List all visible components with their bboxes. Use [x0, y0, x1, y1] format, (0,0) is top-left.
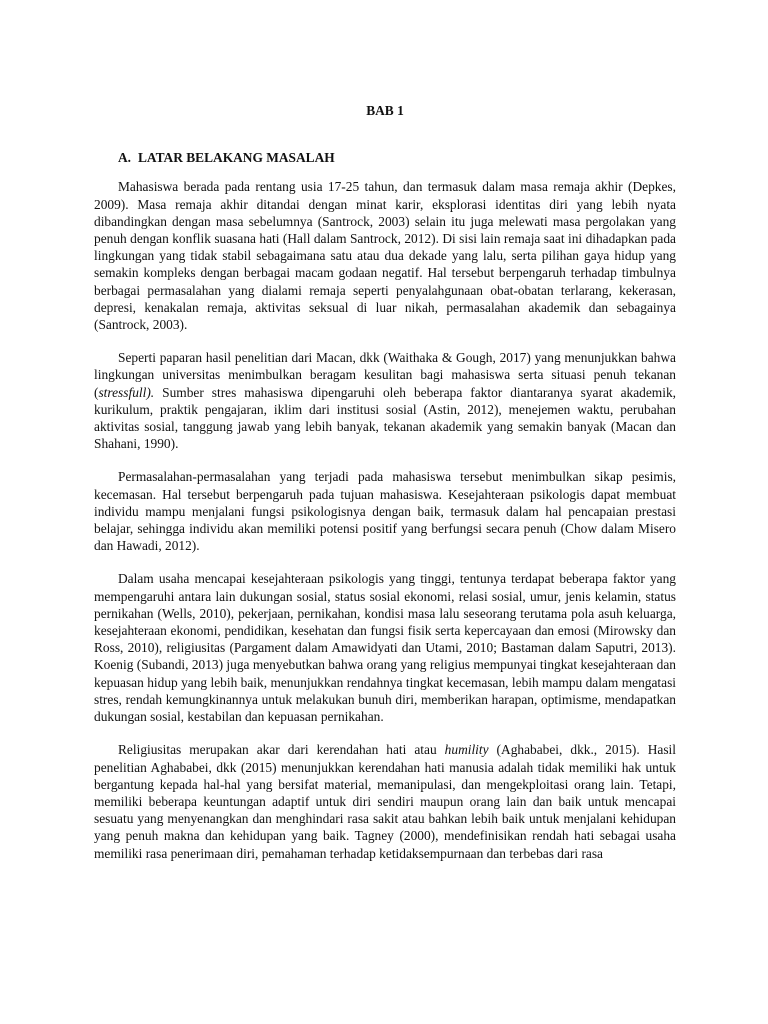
- section-number: A.: [118, 150, 132, 166]
- paragraph-5-text-b: (Aghababei, dkk., 2015). Hasil penelitian Aghababei, dkk (2015) menunjukkan kerendahan hati manusia adalah tidak memiliki hak untuk bergantung kepada hal-hal yang bersifat material, memanipulasi, dan mengekploitasi orang lain. Tetapi, memiliki beberapa keuntungan adaptif untuk diri sendiri maupun orang lain dan baik untuk mencapai sesuatu yang menyenangkan dan menghindari rasa sakit atau bahkan lebih baik untuk menjalani kehidupan yang penuh makna dan kehidupan yang baik. Tagney (2000), mendefinisikan rendah hati sebagai usaha memiliki rasa penerimaan diri, pemahaman terhadap ketidaksempurnaan dan terbebas dari rasa: [94, 742, 676, 861]
- paragraph-5: [94, 741, 676, 861]
- paragraph-5-emphasis: humility: [444, 742, 489, 758]
- paragraph-4-text: Dalam usaha mencapai kesejahteraan psikologis yang tinggi, tentunya terdapat beberapa faktor yang mempengaruhi antara lain dukungan sosial, status sosial ekonomi, relasi sosial, umur, jenis kelamin, status pernikahan (Wells, 2010), pekerjaan, pernikahan, kondisi masa lalu seseorang terutama pola asuh keluarga, kesejahteraan ekonomi, pendidikan, kesehatan dan fungsi fisik serta kepercayaan dan emosi (Mirowsky dan Ross, 2010), religiusitas (Pargament dalam Amawidyati dan Utami, 2010; Bastaman dalam Saputri, 2013). Koenig (Subandi, 2013) juga menyebutkan bahwa orang yang religius mempunyai tingkat kesejahteraan dan kepuasan hidup yang lebih baik, menunjukkan rendahnya tingkat kecemasan, lebih mampu dalam mengatasi stres, rendah kemungkinannya untuk melakukan bunuh diri, memberikan harapan, optimisme, mendapatkan dukungan sosial, kestabilan dan kepuasan pernikahan.: [94, 571, 676, 725]
- paragraph-3: [94, 468, 676, 554]
- document-page: [94, 102, 676, 878]
- paragraph-2-text-a: Seperti paparan hasil penelitian dari Macan, dkk (Waithaka & Gough, 2017) yang menunjukkan bahwa lingkungan universitas menimbulkan beragam kesulitan bagi mahasiswa serta situasi penuh tekanan (: [94, 350, 676, 400]
- paragraph-5-text-a: Religiusitas merupakan akar dari kerendahan hati atau: [118, 742, 445, 758]
- paragraph-2-text-b: Sumber stres mahasiswa dipengaruhi oleh beberapa faktor diantaranya syarat akademik, kurikulum, praktik pengajaran, iklim dari institusi sosial (Astin, 2012), menejemen waktu, perubahan aktivitas sosial, tanggung jawab yang lebih banyak, tekanan akademik yang semakin banyak (Macan dan Shahani, 1990).: [94, 384, 676, 452]
- section-title: LATAR BELAKANG MASALAH: [138, 150, 335, 166]
- paragraph-2-emphasis: stressfull).: [98, 384, 155, 400]
- paragraph-1: [94, 178, 676, 333]
- paragraph-1-text: Mahasiswa berada pada rentang usia 17-25 tahun, dan termasuk dalam masa remaja akhir (Depkes, 2009). Masa remaja akhir ditandai dengan minat karir, eksplorasi identitas diri yang lebih nyata dibandingkan dengan masa sebelumnya (Santrock, 2003) selain itu juga melewati masa pergolakan yang penuh dengan konflik suasana hati (Hall dalam Santrock, 2012). Di sisi lain remaja saat ini dihadapkan pada lingkungan yang tidak stabil sebagaimana satu atau dua dekade yang lalu, serta pilihan gaya hidup yang semakin kompleks dengan berbagai macam godaan negatif. Hal tersebut berpengaruh terhadap timbulnya berbagai permasalahan yang dialami remaja seperti penyalahgunaan obat-obatan terlarang, kekerasan, depresi, kenakalan remaja, aktivitas seksual di luar nikah, permasalahan akademik dan sebagainya (Santrock, 2003).: [94, 179, 676, 333]
- paragraph-3-text: Permasalahan-permasalahan yang terjadi pada mahasiswa tersebut menimbulkan sikap pesimis, kecemasan. Hal tersebut berpengaruh pada tujuan mahasiswa. Kesejahteraan psikologis dapat membuat individu mampu menjalani fungsi psikologisnya dengan baik, termasuk dalam hal pencapaian prestasi belajar, sehingga individu akan memiliki potensi positif yang berfungsi secara penuh (Chow dalam Misero dan Hawadi, 2012).: [94, 469, 676, 554]
- chapter-title: BAB 1: [366, 103, 404, 118]
- paragraph-2: [94, 349, 676, 452]
- section-heading: [118, 149, 676, 166]
- paragraph-4: [94, 570, 676, 725]
